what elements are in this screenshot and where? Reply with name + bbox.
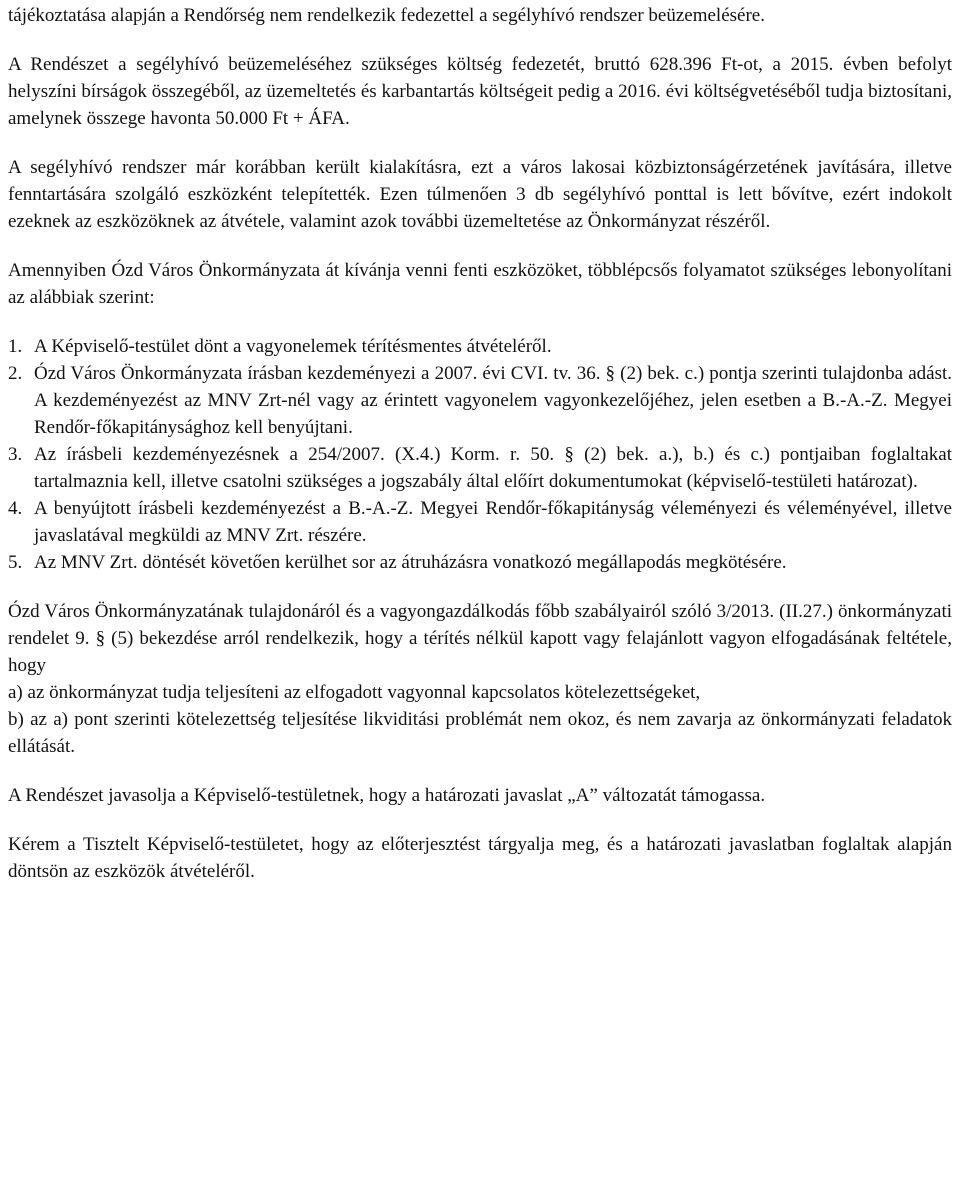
step-number: 5. xyxy=(8,552,23,573)
regulation-text: Ózd Város Önkormányzatának tulajdonáról és a vagyongazdálkodás főbb szabályairól szóló 3/2013. (II.27.) önkormányzati rendelet 9. § (5) bekezdése arról rendelkezik, hogy a térítés nélkül kapott vagy felajánlott vagyon elfogadásának feltétele, hogy xyxy=(8,601,952,676)
list-item xyxy=(8,495,952,549)
paragraph-background: A segélyhívó rendszer már korábban került kialakításra, ezt a város lakosai közbiztonságérzetének javítására, illetve fenntartására szolgáló eszközként telepítették. Ezen túlmenően 3 db segélyhívó ponttal is lett bővítve, ezért indokolt ezeknek az eszközöknek az átvétele, valamint azok további üzemeltetése az Önkormányzat részéről. xyxy=(8,157,952,232)
step-text: Az MNV Zrt. döntését követően kerülhet sor az átruházásra vonatkozó megállapodás megkötésére. xyxy=(34,552,787,573)
step-number: 2. xyxy=(8,363,23,384)
paragraph-regulation xyxy=(8,598,952,760)
step-number: 4. xyxy=(8,498,23,519)
step-text: Az írásbeli kezdeményezésnek a 254/2007. (X.4.) Korm. r. 50. § (2) bek. a.), b.) és c.) pontjaiban foglaltakat tartalmaznia kell, illetve csatolni szükséges a jogszabály által előírt dokumentumokat (képviselő-testületi határozat). xyxy=(34,444,952,492)
list-item xyxy=(8,360,952,441)
step-number: 1. xyxy=(8,336,23,357)
procedure-steps-list xyxy=(8,333,952,576)
list-item xyxy=(8,333,952,360)
paragraph-funding: A Rendészet a segélyhívó beüzemeléséhez szükséges költség fedezetét, bruttó 628.396 Ft-ot, a 2015. évben befolyt helyszíni bírságok összegéből, az üzemeltetés és karbantartás költségeit pedig a 2016. évi költségvetéséből tudja biztosítani, amelynek összege havonta 50.000 Ft + ÁFA. xyxy=(8,54,952,129)
step-number: 3. xyxy=(8,444,23,465)
list-item xyxy=(8,549,952,576)
condition-a: a) az önkormányzat tudja teljesíteni az elfogadott vagyonnal kapcsolatos kötelezettségeket, xyxy=(8,682,701,703)
paragraph-procedure-intro: Amennyiben Ózd Város Önkormányzata át kívánja venni fenti eszközöket, többlépcsős folyamatot szükséges lebonyolítani az alábbiak szerint: xyxy=(8,260,952,308)
step-text: Ózd Város Önkormányzata írásban kezdeményezi a 2007. évi CVI. tv. 36. § (2) bek. c.) pontja szerinti tulajdonba adást. A kezdeményezést az MNV Zrt-nél vagy az érintett vagyonelem vagyonkezelőjéhez, jelen esetben a B.-A.-Z. Megyei Rendőr-főkapitánysághoz kell benyújtani. xyxy=(34,363,952,438)
paragraph-continuation: tájékoztatása alapján a Rendőrség nem rendelkezik fedezettel a segélyhívó rendszer beüzemelésére. xyxy=(8,5,765,26)
paragraph-recommendation: A Rendészet javasolja a Képviselő-testületnek, hogy a határozati javaslat „A” változatát támogassa. xyxy=(8,785,766,806)
condition-b: b) az a) pont szerinti kötelezettség teljesítése likviditási problémát nem okoz, és nem zavarja az önkormányzati feladatok ellátását. xyxy=(8,709,952,757)
step-text: A Képviselő-testület dönt a vagyonelemek térítésmentes átvételéről. xyxy=(34,336,552,357)
paragraph-request: Kérem a Tisztelt Képviselő-testületet, hogy az előterjesztést tárgyalja meg, és a határozati javaslatban foglaltak alapján döntsön az eszközök átvételéről. xyxy=(8,834,952,882)
step-text: A benyújtott írásbeli kezdeményezést a B.-A.-Z. Megyei Rendőr-főkapitányság véleményezi és véleményével, illetve javaslatával megküldi az MNV Zrt. részére. xyxy=(34,498,952,546)
list-item xyxy=(8,441,952,495)
